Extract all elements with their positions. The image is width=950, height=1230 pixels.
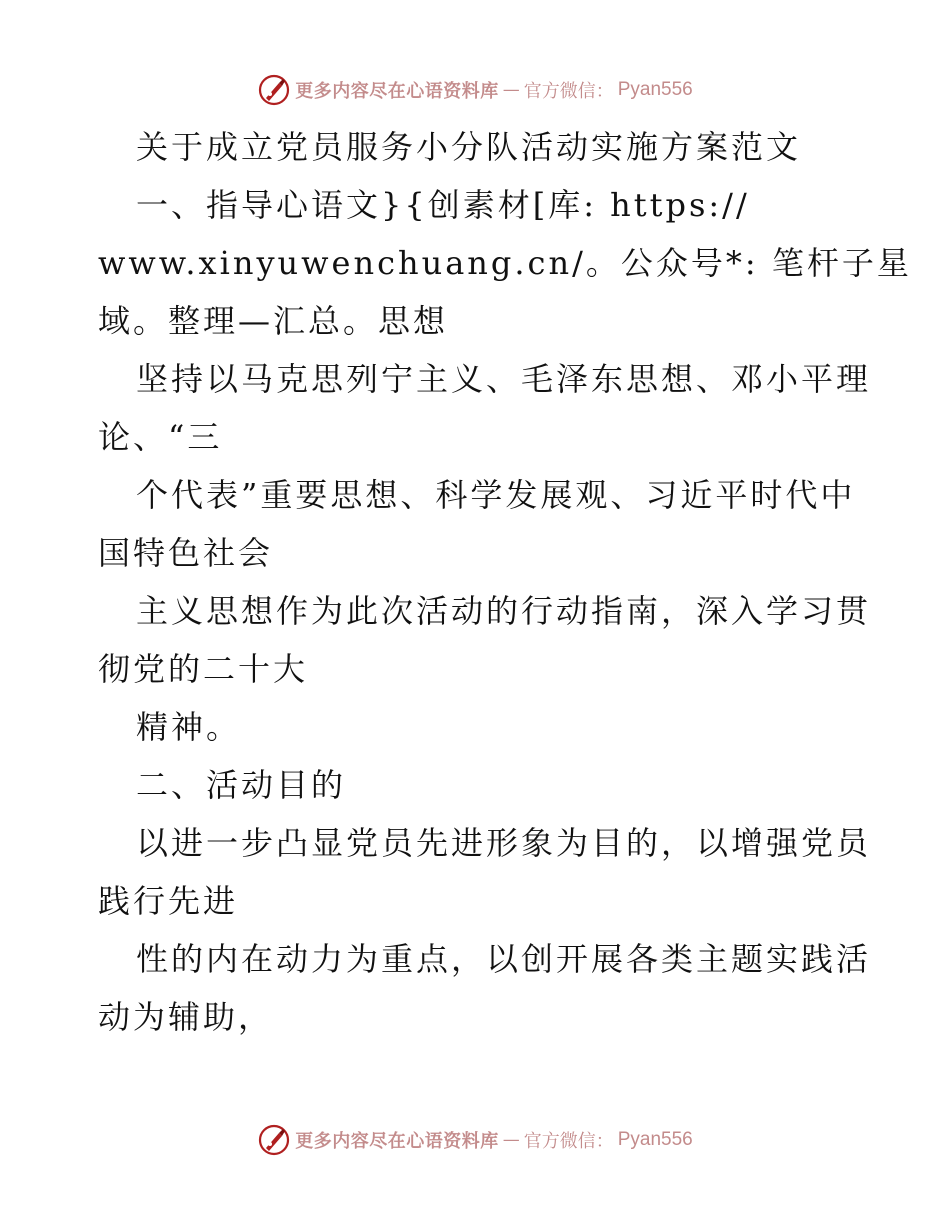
paragraph-line: 坚持以马克思列宁主义、毛泽东思想、邓小平理: [136, 360, 872, 398]
banner-wechat-label: 官方微信：: [523, 1131, 614, 1152]
section-heading-activity-purpose: 二、活动目的: [136, 766, 347, 804]
paragraph-line: 践行先进: [98, 882, 239, 920]
banner-slogan: 更多内容尽在心语资料库: [295, 81, 499, 102]
paragraph-line: www.xinyuwenchuang.cn/。公众号*: 笔杆子星: [98, 244, 912, 282]
paragraph-line: 论、“三: [98, 418, 223, 456]
document-body: [98, 118, 912, 1046]
pen-logo-icon: [257, 1123, 291, 1157]
banner-separator: —: [502, 80, 520, 100]
paragraph-line: 彻党的二十大: [98, 650, 309, 688]
paragraph-line: 国特色社会: [98, 534, 274, 572]
header-watermark: [0, 70, 950, 110]
banner-slogan: 更多内容尽在心语资料库: [295, 1131, 499, 1152]
banner-wechat-label: 官方微信：: [523, 81, 614, 102]
paragraph-line: 主义思想作为此次活动的行动指南，深入学习贯: [136, 592, 872, 630]
section-heading-guiding-ideology: 一、指导心语文}{创素材[库: https://: [136, 186, 750, 224]
paragraph-line: 精神。: [136, 708, 242, 746]
paragraph-line: 域。整理—汇总。思想: [98, 302, 449, 340]
banner-separator: —: [502, 1130, 520, 1150]
paragraph-line: 个代表”重要思想、科学发展观、习近平时代中: [136, 476, 856, 514]
paragraph-line: 性的内在动力为重点，以创开展各类主题实践活: [136, 940, 872, 978]
paragraph-line: 动为辅助，: [98, 998, 274, 1036]
pen-logo-icon: [257, 73, 291, 107]
footer-watermark: [0, 1120, 950, 1160]
banner-wechat-id: Pyan556: [617, 1129, 693, 1150]
banner-wechat-id: Pyan556: [617, 79, 693, 100]
document-title: 关于成立党员服务小分队活动实施方案范文: [136, 128, 802, 166]
paragraph-line: 以进一步凸显党员先进形象为目的，以增强党员: [136, 824, 872, 862]
